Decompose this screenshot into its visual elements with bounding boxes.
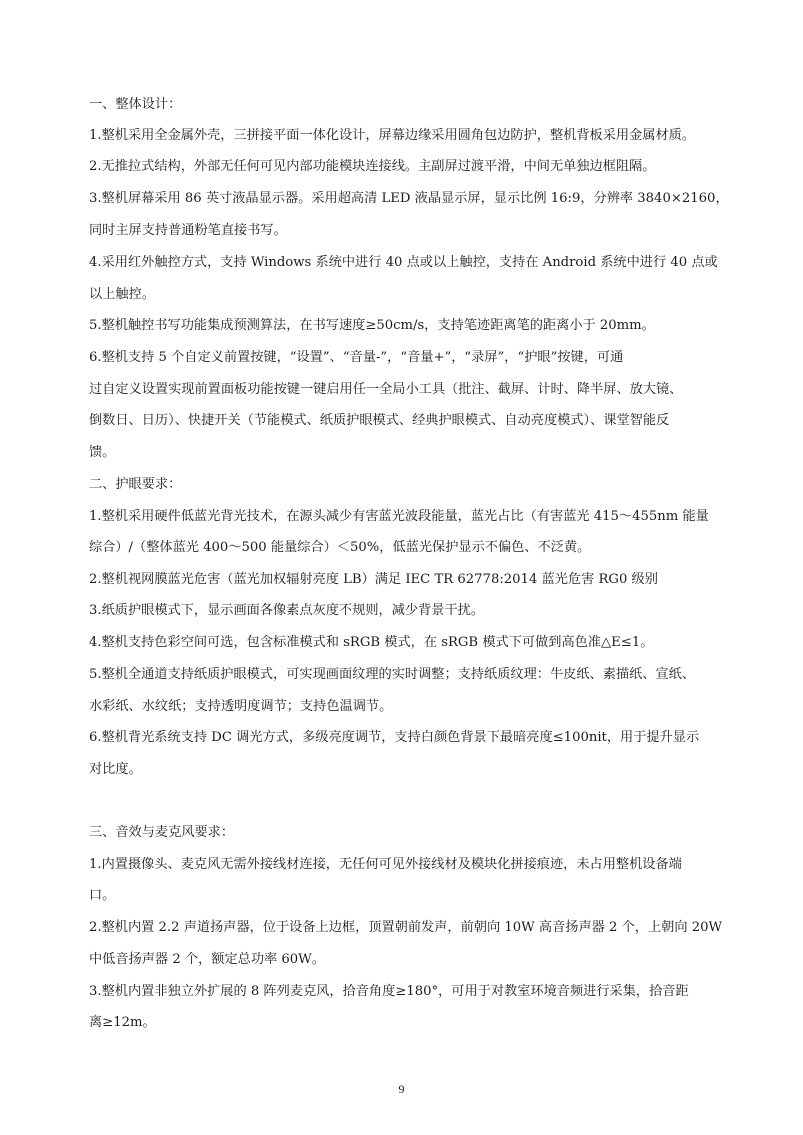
section-heading-eye-protection: 二、护眼要求： <box>89 477 182 492</box>
paragraph-line: 离≥12m。 <box>89 1015 156 1030</box>
paragraph-line: 中低音扬声器 2 个，额定总功率 60W。 <box>89 952 325 967</box>
paragraph-line: 馈。 <box>89 445 116 460</box>
paragraph-line: 4.整机支持色彩空间可选，包含标准模式和 sRGB 模式，在 sRGB 模式下可做到高色准△E≤1。 <box>89 635 654 650</box>
paragraph-line: 以上触控。 <box>89 287 155 302</box>
paragraph-line: 同时主屏支持普通粉笔直接书写。 <box>89 223 287 238</box>
paragraph-line: 3.整机屏幕采用 86 英寸液晶显示器。采用超高清 LED 液晶显示屏，显示比例 16:9，分辨率 3840×2160， <box>89 191 729 206</box>
paragraph-line: 3.纸质护眼模式下，显示画面各像素点灰度不规则，减少背景干扰。 <box>89 603 485 618</box>
paragraph-line: 2.整机视网膜蓝光危害（蓝光加权辐射亮度 LB）满足 IEC TR 62778:2014 蓝光危害 RG0 级别 <box>89 572 658 587</box>
section-heading-audio-microphone: 三、音效与麦克风要求： <box>89 825 235 840</box>
paragraph-line: 倒数日、日历）、快捷开关（节能模式、纸质护眼模式、经典护眼模式、自动亮度模式）、课堂智能反 <box>89 413 670 428</box>
paragraph-line: 1.整机采用全金属外壳，三拼接平面一体化设计，屏幕边缘采用圆角包边防护，整机背板采用金属材质。 <box>89 128 696 143</box>
paragraph-line: 5.整机触控书写功能集成预测算法，在书写速度≥50cm/s，支持笔迹距离笔的距离小于 20mm。 <box>89 318 655 333</box>
paragraph-line: 口。 <box>89 888 116 903</box>
section-heading-overall-design: 一、整体设计： <box>89 97 182 112</box>
paragraph-line: 3.整机内置非独立外扩展的 8 阵列麦克风，拾音角度≥180°，可用于对教室环境音频进行采集，拾音距 <box>89 984 689 999</box>
paragraph-line: 1.整机采用硬件低蓝光背光技术，在源头减少有害蓝光波段能量，蓝光占比（有害蓝光 415～455nm 能量 <box>89 509 709 524</box>
paragraph-line: 综合）/（整体蓝光 400～500 能量综合）＜50%，低蓝光保护显示不偏色、不泛黄。 <box>89 540 591 555</box>
paragraph-line: 4.采用红外触控方式，支持 Windows 系统中进行 40 点或以上触控，支持在 Android 系统中进行 40 点或 <box>89 255 718 270</box>
paragraph-line: 2.整机内置 2.2 声道扬声器，位于设备上边框，顶置朝前发声，前朝向 10W 高音扬声器 2 个，上朝向 20W <box>89 920 723 935</box>
paragraph-line: 6.整机支持 5 个自定义前置按键，“设置”、“音量-”，“音量+”，“录屏”，“护眼”按键，可通 <box>89 350 624 365</box>
paragraph-line: 6.整机背光系统支持 DC 调光方式，多级亮度调节，支持白颜色背景下最暗亮度≤100nit，用于提升显示 <box>89 730 700 745</box>
paragraph-line: 对比度。 <box>89 762 142 777</box>
paragraph-line: 2.无推拉式结构，外部无任何可见内部功能模块连接线。主副屏过渡平滑，中间无单独边框阻隔。 <box>89 159 656 174</box>
paragraph-line: 5.整机全通道支持纸质护眼模式，可实现画面纹理的实时调整；支持纸质纹理：牛皮纸、素描纸、宣纸、 <box>89 667 696 682</box>
page-number: 9 <box>398 1082 405 1096</box>
paragraph-line: 水彩纸、水纹纸；支持透明度调节；支持色温调节。 <box>89 699 393 714</box>
paragraph-line: 过自定义设置实现前置面板功能按键一键启用任一全局小工具（批注、截屏、计时、降半屏、放大镜、 <box>89 382 683 397</box>
paragraph-line: 1.内置摄像头、麦克风无需外接线材连接，无任何可见外接线材及模块化拼接痕迹，未占用整机设备端 <box>89 857 682 872</box>
